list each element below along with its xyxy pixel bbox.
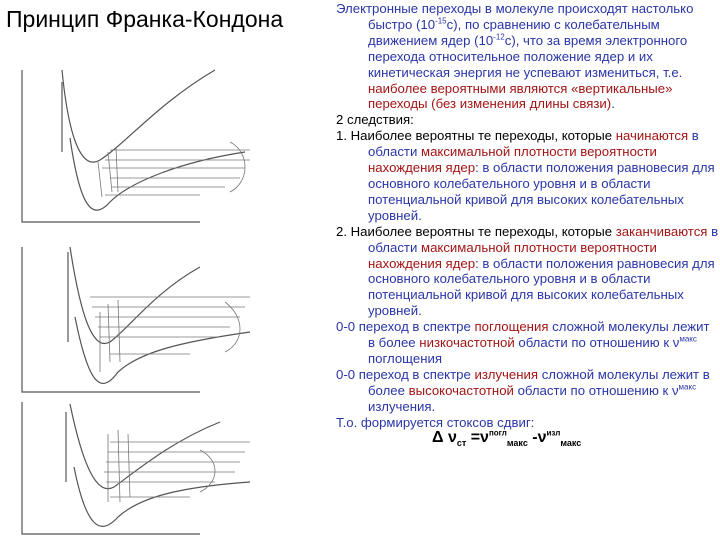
potential-diagram-2: [22, 247, 250, 392]
principle-paragraph: Электронные переходы в молекуле происходят настолько быстро $(10^{-15}c)$, по сравнению с колебательным движением ядер $(10^{-12}c)$, что за время электронного перехода относительное положение ядер и их кинетическая энергия не успевают измениться, т.е. наиболее вероятными являются «вертикальные» переходы (без изменения длины связи).: [336, 1, 694, 112]
text-column: [336, 1, 720, 449]
consequences-heading: 2 следствия:: [336, 112, 414, 128]
consequence-1: 1. Наиболее вероятны те переходы, которые начинаются в области максимальной плотности вероятности нахождения ядер: в области положения равновесия для основного колебательного уровня и в области потенциальной кривой для высоких колебательных уровней.: [336, 128, 715, 223]
stokes-line: Т.о. формируется стоксов сдвиг:: [336, 414, 535, 430]
emission-note: 0-0 переход в спектре излучения сложной молекулы лежит в более высокочастотной области по отношению к $\nu^{макс}$ излучения.: [336, 366, 710, 414]
consequence-2: 2. Наиболее вероятны те переходы, которые заканчиваются в области максимальной плотности вероятности нахождения ядер: в области положения равновесия для основного колебательного уровня и в области потенциальной кривой для высоких колебательных уровней.: [336, 223, 719, 319]
potential-diagram-3: [22, 402, 250, 534]
page-title: Принцип Франка-Кондона: [6, 6, 284, 32]
potential-diagram-1: [22, 70, 250, 222]
absorption-note: 0-0 переход в спектре поглощения сложной молекулы лежит в более низкочастотной области по отношению к $\nu^{макс}$ поглощения: [336, 319, 710, 366]
franck-condon-diagrams: [0, 42, 340, 540]
stokes-formula: Δ $\nu_{ст} =\nu^{погл}_{макс}$ $-\nu^{изл}_{макс}$: [432, 429, 582, 449]
